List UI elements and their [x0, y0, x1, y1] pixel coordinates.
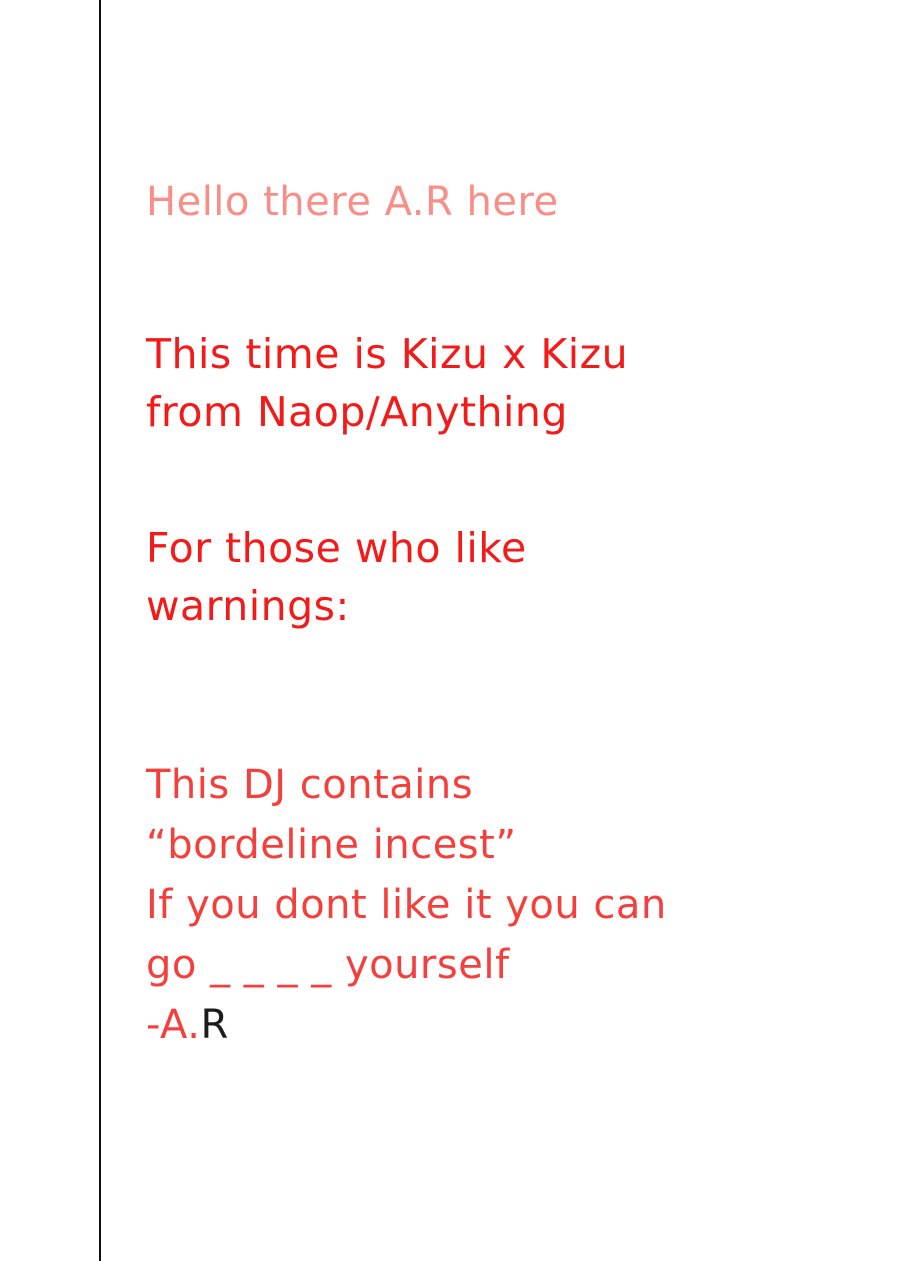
signature-prefix: -A. [146, 1002, 201, 1048]
greeting-text: Hello there A.R here [146, 179, 559, 225]
intro-line-2: from Naop/Anything [146, 388, 568, 436]
page-gutter-rule [99, 0, 101, 1261]
warning-heading-line-2: warnings: [146, 582, 350, 630]
signature-initial-r: R [200, 1002, 229, 1048]
intro-line-1: This time is Kizu x Kizu [146, 330, 629, 378]
warning-body-line-4: go _ _ _ _ yourself [146, 942, 510, 988]
warning-body-line-2: “bordeline incest” [146, 822, 517, 868]
warning-heading-line-1: For those who like [146, 524, 527, 572]
author-note-block [146, 175, 806, 1055]
signature [146, 995, 806, 1055]
warning-body-line-3: If you dont like it you can [146, 882, 667, 928]
warning-body-line-1: This DJ contains [146, 762, 474, 808]
